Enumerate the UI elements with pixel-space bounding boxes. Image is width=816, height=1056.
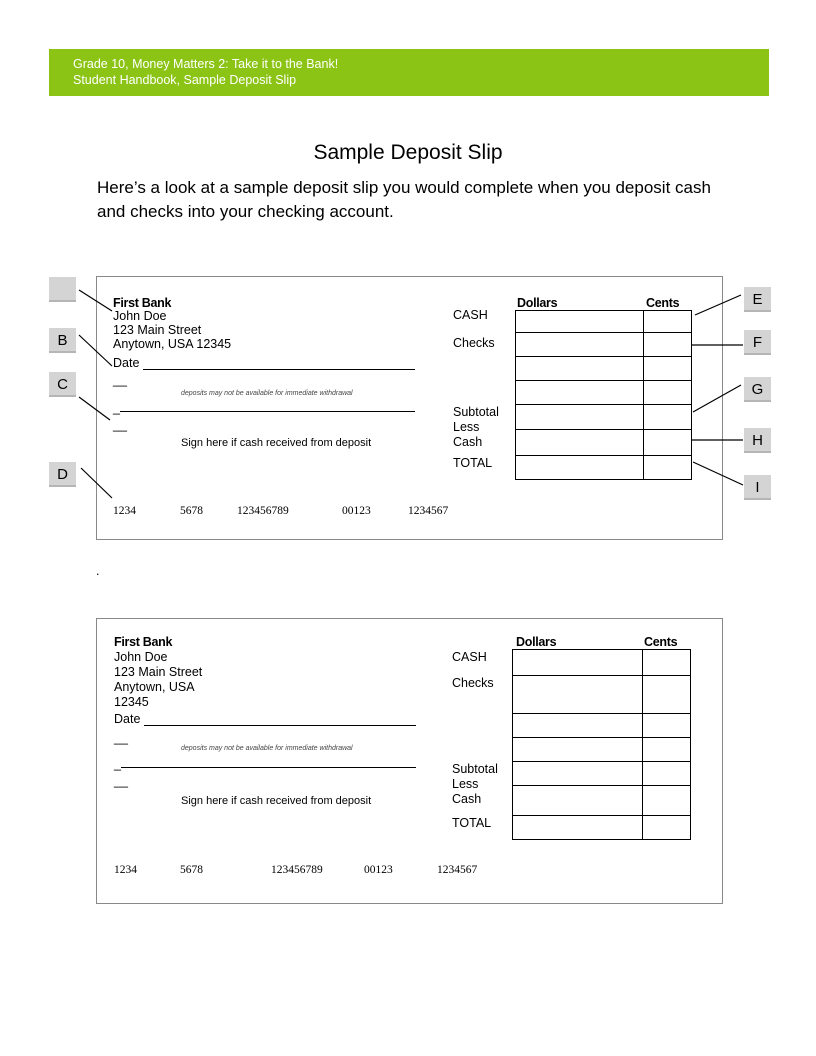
routing-number-1: 1234 [114, 864, 137, 876]
dash-line-2: _ [113, 401, 120, 415]
bank-name: First Bank [113, 296, 172, 310]
less-cash-label: Cash [452, 792, 482, 806]
callout-label-e: E [744, 287, 771, 312]
dollars-header: Dollars [516, 635, 557, 649]
cash-label: CASH [452, 650, 487, 664]
dash-line-1: __ [113, 373, 127, 387]
intro-text: Here’s a look at a sample deposit slip you would complete when you deposit cash and checks into your checking account. [97, 178, 711, 221]
account-holder-name: John Doe [114, 650, 168, 664]
account-number: 123456789 [271, 864, 323, 876]
callout-label-d: D [49, 462, 76, 487]
zip-code: 12345 [114, 695, 149, 709]
callout-label-g: G [744, 377, 771, 402]
cents-header: Cents [646, 296, 680, 310]
less-label: Less [452, 777, 479, 791]
cents-header: Cents [644, 635, 678, 649]
page-title: Sample Deposit Slip [313, 141, 503, 164]
date-label: Date [114, 712, 141, 726]
callout-label-c: C [49, 372, 76, 397]
separator-dot: . [96, 564, 100, 578]
less-label: Less [453, 420, 480, 434]
routing-number-2: 5678 [180, 864, 203, 876]
signature-instruction: Sign here if cash received from deposit [181, 795, 372, 807]
dollars-header: Dollars [517, 296, 558, 310]
less-cash-label: Cash [453, 435, 483, 449]
dash-line-3: __ [113, 418, 127, 432]
callout-label-h: H [744, 428, 771, 453]
dash-line-1: __ [114, 731, 128, 745]
city-address: Anytown, USA 12345 [113, 337, 232, 351]
date-label: Date [113, 356, 140, 370]
availability-notice: deposits may not be available for immediate withdrawal [181, 390, 353, 397]
city-address: Anytown, USA [114, 680, 195, 694]
street-address: 123 Main Street [114, 665, 203, 679]
amount-grid [512, 649, 691, 840]
grid-column-divider [642, 650, 643, 839]
header-line-1: Grade 10, Money Matters 2: Take it to the Bank! [73, 57, 339, 71]
street-address: 123 Main Street [113, 323, 202, 337]
checks-label: Checks [453, 336, 495, 350]
transaction-number: 1234567 [437, 864, 478, 876]
signature-line [121, 767, 416, 768]
grid-row-divider [513, 815, 690, 816]
callout-label-f: F [744, 330, 771, 355]
callout-label-i: I [744, 475, 771, 500]
bank-name: First Bank [114, 635, 173, 649]
check-number: 00123 [364, 864, 393, 876]
total-label: TOTAL [452, 816, 492, 830]
account-holder-name: John Doe [113, 309, 167, 323]
transaction-number: 1234567 [408, 505, 449, 517]
grid-row-divider [513, 713, 690, 714]
check-number: 00123 [342, 505, 371, 517]
cash-label: CASH [453, 308, 488, 322]
subtotal-label: Subtotal [453, 405, 499, 419]
header-line-2: Student Handbook, Sample Deposit Slip [73, 73, 297, 87]
signature-instruction: Sign here if cash received from deposit [181, 437, 372, 449]
grid-row-divider [513, 785, 690, 786]
grid-row-divider [513, 761, 690, 762]
total-label: TOTAL [453, 456, 493, 470]
routing-number-2: 5678 [180, 505, 203, 517]
date-line [144, 725, 416, 726]
dash-line-2: _ [114, 757, 121, 771]
callout-label-a [49, 277, 76, 302]
availability-notice: deposits may not be available for immediate withdrawal [181, 745, 353, 752]
subtotal-label: Subtotal [452, 762, 498, 776]
dash-line-3: __ [114, 774, 128, 788]
grid-row-divider [513, 675, 690, 676]
routing-number-1: 1234 [113, 505, 136, 517]
callout-label-b: B [49, 328, 76, 353]
account-number: 123456789 [237, 505, 289, 517]
checks-label: Checks [452, 676, 494, 690]
grid-row-divider [513, 737, 690, 738]
